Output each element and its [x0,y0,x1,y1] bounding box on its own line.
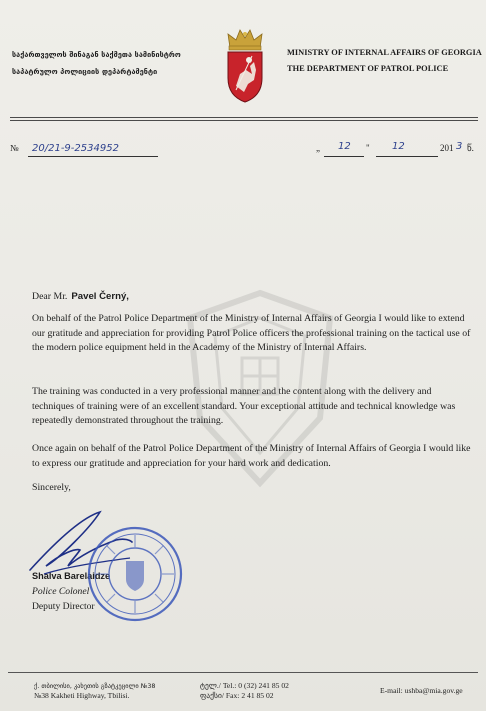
signatory-name: Shalva Barelaidze [32,571,111,581]
letter-paragraph-2: The training was conducted in a very professional manner and the content along with the delivery and techniques of training were of an excellent standard. Your exceptional attitude and technical knowledge was repeatedly demonstrated throughout the training. [32,386,456,427]
header-georgian-line1: საქართველოს შინაგან საქმეთა სამინისტრო [12,50,181,59]
official-stamp-icon [86,525,184,623]
footer-phone [200,681,289,701]
footer-address-georgian: ქ. თბილისი, კახეთის გზატკეცილი №38 [34,682,156,690]
header-divider-top [10,117,478,118]
date-unit: წ. [467,143,474,153]
header-divider-bottom [10,120,478,121]
reference-number-rule [28,156,158,157]
reference-number-label: № [10,143,19,153]
reference-number-value: 20/21-9-2534952 [32,143,119,154]
header-georgian [12,46,181,80]
date-close-quote: " [366,143,370,153]
date-year-suffix: 3 [456,141,463,152]
date-open-quote: „ [316,143,320,153]
date-month: 12 [392,141,405,152]
letter-paragraph-3: Once again on behalf of the Patrol Police Department of the Ministry of Internal Affairs of Georgia I would like to express our gratitude and appreciation for your hard work and dedication. [32,443,471,469]
georgia-coat-of-arms-icon [222,26,268,104]
date-year-prefix: 201 [440,143,454,153]
header-english [287,45,482,77]
date-month-rule [376,156,438,157]
letter-paragraph-1: On behalf of the Patrol Police Department of the Ministry of Internal Affairs of Georgia I would like to extend our gratitude and appreciation for providing Patrol Police officers the professional training on the tactical use of the modern police equipment held in the Academy of the Ministry of Internal Affairs. [32,313,471,354]
footer-email: E-mail: ushba@mia.gov.ge [380,686,463,695]
header-english-line1: MINISTRY OF INTERNAL AFFAIRS OF GEORGIA [287,48,482,57]
header-georgian-line2: საპატრულო პოლიციის დეპარტამენტი [12,67,158,76]
recipient-name: Pavel Černý, [71,291,129,302]
footer-address [34,681,156,701]
signatory-title: Deputy Director [32,601,95,612]
header-english-line2: THE DEPARTMENT OF PATROL POLICE [287,64,449,73]
date-day: 12 [338,141,351,152]
salutation [32,290,472,305]
date-day-rule [324,156,364,157]
footer-fax: ფაქსი/ Fax: 2 41 85 02 [200,691,274,700]
salutation-text: Dear Mr. [32,291,68,302]
footer-tel: ტელ./ Tel.: 0 (32) 241 85 02 [200,681,289,690]
signatory-rank: Police Colonel [32,586,90,597]
footer-address-english: №38 Kakheti Highway, Tbilisi. [34,691,130,700]
footer-divider [8,672,478,673]
closing: Sincerely, [32,482,71,493]
